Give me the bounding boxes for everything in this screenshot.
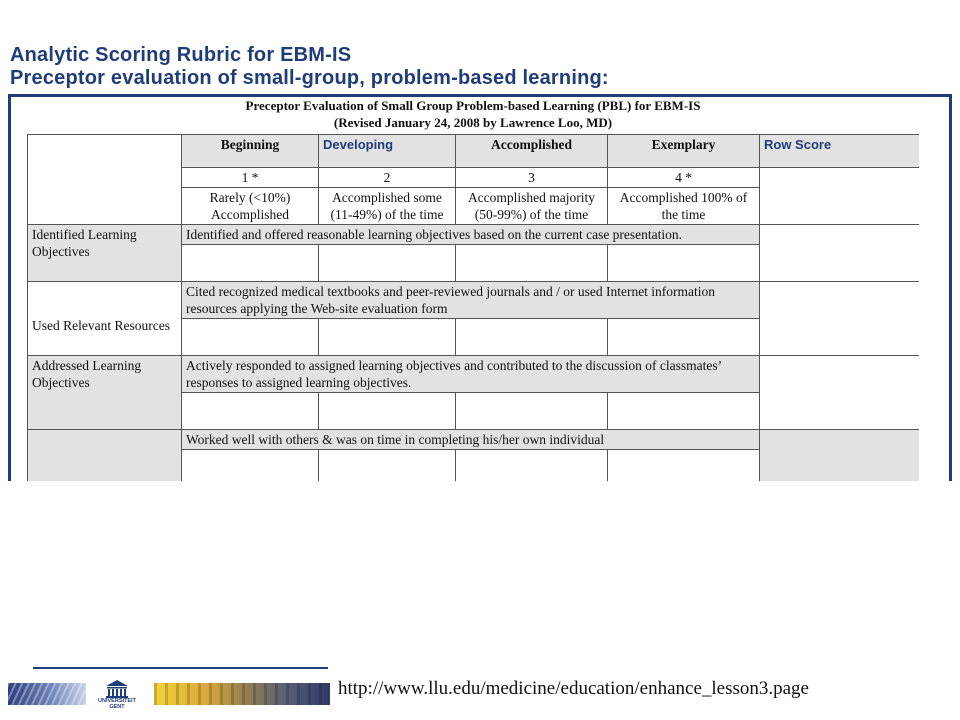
rubric-document: [27, 97, 919, 481]
slide-title-line-2: Preceptor evaluation of small-group, problem-based learning:: [10, 67, 609, 89]
document-heading-line-2: (Revised January 24, 2008 by Lawrence Loo, MD): [333, 115, 613, 130]
university-logo-line-1: UNIVERSITEIT: [98, 698, 136, 704]
decorative-banner-left: [8, 683, 86, 705]
criterion-row: [28, 282, 920, 319]
criterion-row: [28, 356, 920, 393]
col-header-beginning: Beginning: [182, 135, 319, 168]
score-beginning: 1 *: [182, 168, 319, 188]
col-header-row-score: Row Score: [760, 135, 920, 168]
criterion-name: [28, 430, 182, 482]
score-exemplary: 4 *: [608, 168, 760, 188]
slide-title-line-1: Analytic Scoring Rubric for EBM-IS: [10, 44, 352, 66]
footer-logo-strip: [8, 683, 330, 710]
descriptor-developing: Accomplished some (11-49%) of the time: [319, 188, 456, 225]
row-score-cell[interactable]: [760, 356, 920, 430]
criterion-name: Addressed Learning Objectives: [28, 356, 182, 430]
ugent-building-icon: [94, 679, 140, 699]
criterion-description: Actively responded to assigned learning objectives and contributed to the discussion of classmates’ responses to assigned learning objectives.: [182, 356, 760, 393]
col-header-developing: Developing: [319, 135, 456, 168]
university-logo-line-2: GENT: [109, 704, 125, 710]
university-logo: [94, 679, 140, 709]
score-cell-accomplished[interactable]: [456, 319, 608, 356]
score-cell-developing[interactable]: [319, 319, 456, 356]
score-cell-exemplary[interactable]: [608, 319, 760, 356]
criterion-name: Identified Learning Objectives: [28, 225, 182, 282]
score-cell-beginning[interactable]: [182, 245, 319, 282]
criterion-name: Used Relevant Resources: [28, 282, 182, 356]
score-cell-developing[interactable]: [319, 450, 456, 482]
score-developing: 2: [319, 168, 456, 188]
footer-rule: [33, 667, 328, 669]
score-cell-accomplished[interactable]: [456, 393, 608, 430]
score-accomplished: 3: [456, 168, 608, 188]
row-score-cell[interactable]: [760, 225, 920, 282]
criterion-description: Cited recognized medical textbooks and peer-reviewed journals and / or used Internet information resources applying the Web-site evaluation form: [182, 282, 760, 319]
descriptor-exemplary: Accomplished 100% of the time: [608, 188, 760, 225]
score-cell-beginning[interactable]: [182, 393, 319, 430]
score-cell-exemplary[interactable]: [608, 450, 760, 482]
score-cell-exemplary[interactable]: [608, 393, 760, 430]
criterion-description: Identified and offered reasonable learning objectives based on the current case presentation.: [182, 225, 760, 245]
score-cell-accomplished[interactable]: [456, 450, 608, 482]
criterion-row: [28, 430, 920, 450]
score-cell-beginning[interactable]: [182, 319, 319, 356]
score-cell-beginning[interactable]: [182, 450, 319, 482]
source-url[interactable]: http://www.llu.edu/medicine/education/enhance_lesson3.page: [338, 678, 809, 699]
col-header-accomplished: Accomplished: [456, 135, 608, 168]
score-cell-developing[interactable]: [319, 393, 456, 430]
col-header-exemplary: Exemplary: [608, 135, 760, 168]
score-cell-accomplished[interactable]: [456, 245, 608, 282]
row-score-blank: [760, 168, 920, 225]
slide-title: [10, 44, 950, 90]
document-heading-line-1: Preceptor Evaluation of Small Group Problem-based Learning (PBL) for EBM-IS: [245, 98, 701, 113]
score-cell-developing[interactable]: [319, 245, 456, 282]
row-score-cell[interactable]: [760, 282, 920, 356]
document-heading: [27, 97, 919, 131]
row-score-cell[interactable]: [760, 430, 920, 482]
criterion-row: [28, 225, 920, 245]
decorative-banner-right: [154, 683, 330, 705]
score-cell-exemplary[interactable]: [608, 245, 760, 282]
university-logo-text: [94, 698, 140, 710]
header-blank-cell: [28, 135, 182, 225]
rubric-table: [27, 134, 919, 481]
criterion-description: Worked well with others & was on time in completing his/her own individual: [182, 430, 760, 450]
table-header-row: [28, 135, 920, 168]
descriptor-beginning: Rarely (<10%) Accomplished: [182, 188, 319, 225]
descriptor-accomplished: Accomplished majority (50-99%) of the time: [456, 188, 608, 225]
